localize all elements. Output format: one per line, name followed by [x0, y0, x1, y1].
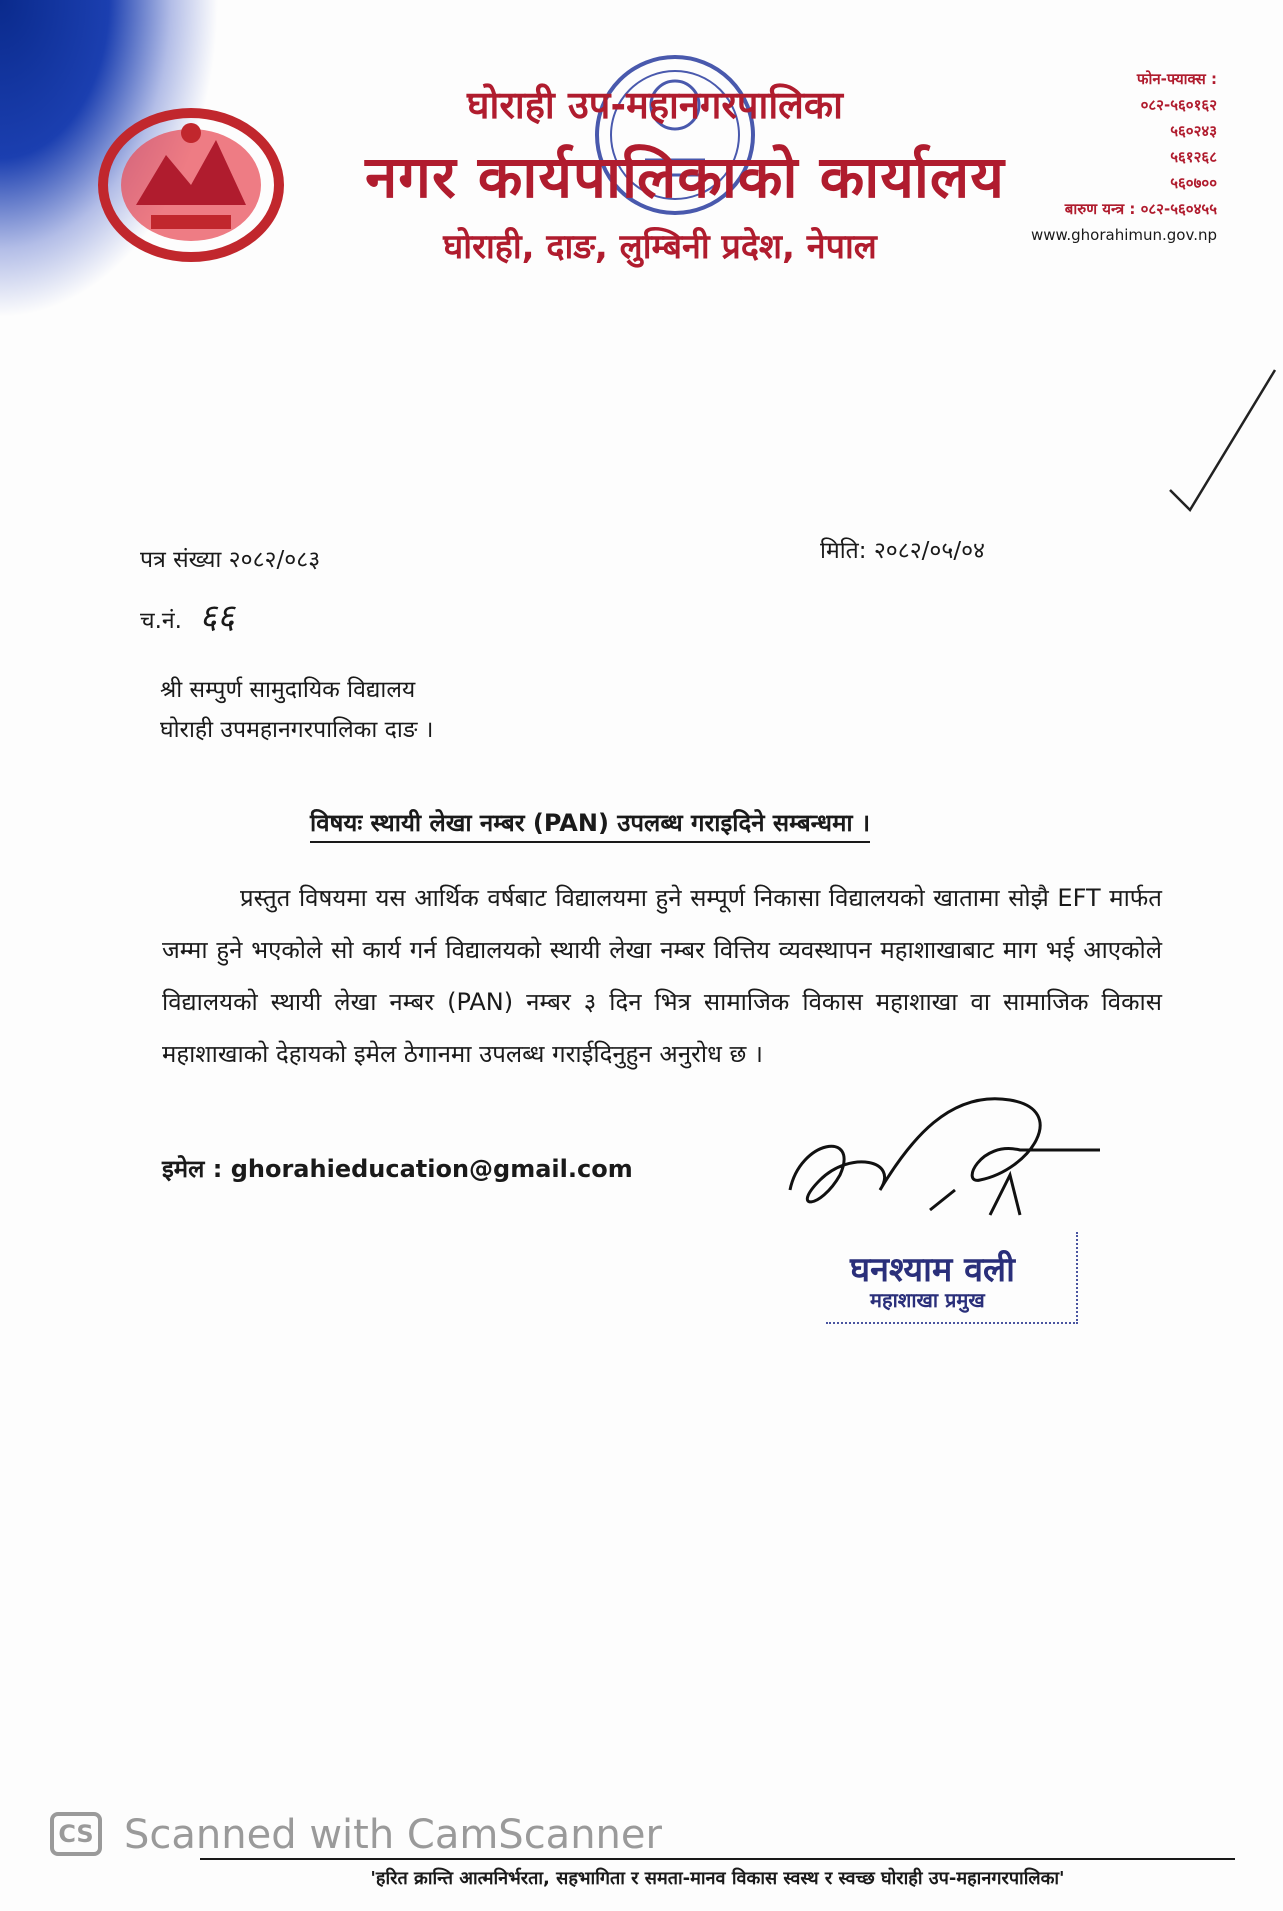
dispatch-number-label: च.नं.	[140, 608, 182, 634]
recipient-line-2: घोराही उपमहानगरपालिका दाङ ।	[160, 717, 434, 743]
footer-divider	[200, 1858, 1235, 1860]
scanner-watermark: Scanned with CamScanner	[124, 1812, 662, 1858]
website-link[interactable]: www.ghorahimun.gov.np	[1030, 226, 1217, 244]
letterhead-office-title: नगर कार्यपालिकाको कार्यालय	[365, 143, 1005, 211]
reference-number: पत्र संख्या २०८२/०८३	[140, 547, 321, 573]
phone-2: ५६०२४३	[1170, 122, 1217, 140]
recipient-block	[160, 670, 433, 750]
fire-service-number: बारुण यन्त्र : ०८२-५६०४५५	[1064, 200, 1217, 218]
signatory-name: घनश्याम वली	[850, 1250, 1015, 1290]
phone-label: फोन-फ्याक्स :	[1136, 70, 1217, 88]
letter-subject: विषयः स्थायी लेखा नम्बर (PAN) उपलब्ध गराइदिने सम्बन्धमा ।	[310, 806, 870, 843]
contact-block	[957, 66, 1217, 248]
phone-1: ०८२-५६०१६२	[1140, 96, 1217, 114]
nepal-emblem-icon	[96, 95, 286, 265]
dispatch-number	[140, 592, 235, 638]
signatory-title: महाशाखा प्रमुख	[870, 1288, 985, 1312]
letter-date: मिति: २०८२/०५/०४	[820, 538, 986, 564]
contact-email[interactable]: इमेल : ghorahieducation@gmail.com	[162, 1155, 633, 1183]
footer-slogan: 'हरित क्रान्ति आत्मनिर्भरता, सहभागिता र समता-मानव विकास स्वस्थ र स्वच्छ घोराही उप-महानगरपालिका'	[370, 1868, 1065, 1889]
phone-3: ५६१२६८	[1170, 148, 1217, 166]
recipient-line-1: श्री सम्पुर्ण सामुदायिक विद्यालय	[160, 677, 416, 703]
letter-body: प्रस्तुत विषयमा यस आर्थिक वर्षबाट विद्यालयमा हुने सम्पूर्ण निकासा विद्यालयको खातामा सोझै EFT मार्फत जम्मा हुने भएकोले सो कार्य गर्न विद्यालयको स्थायी लेखा नम्बर वित्तिय व्यवस्थापन महाशाखाबाट माग भई आएकोले विद्यालयको स्थायी लेखा नम्बर (PAN) नम्बर ३ दिन भित्र सामाजिक विकास महाशाखा वा सामाजिक विकास महाशाखाको देहायको इमेल ठेगानमा उपलब्ध गराईदिनुहुन अनुरोध छ ।	[162, 884, 1162, 1068]
letterhead-municipality: घोराही उप-महानगरपालिका	[467, 83, 843, 127]
letterhead-address: घोराही, दाङ, लुम्बिनी प्रदेश, नेपाल	[443, 227, 877, 267]
camscanner-logo-icon: CS	[50, 1812, 102, 1856]
phone-4: ५६०७००	[1170, 174, 1217, 192]
handwritten-signature	[780, 1080, 1110, 1230]
checkmark-icon	[1160, 360, 1280, 520]
dispatch-number-value: ६६	[199, 597, 235, 637]
